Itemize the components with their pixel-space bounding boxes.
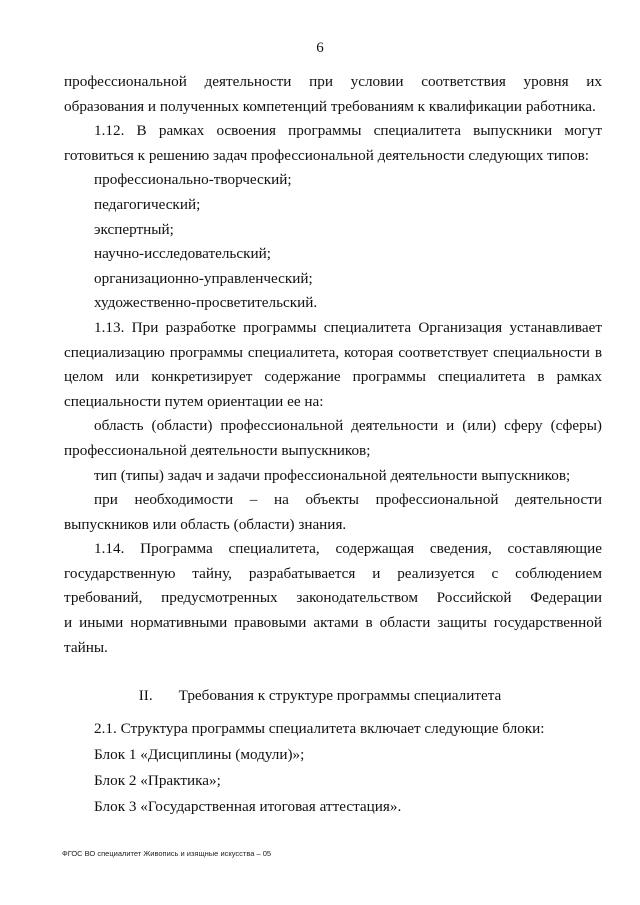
orientation-item-line: профессиональной деятельности выпускников;: [64, 441, 371, 459]
activity-type-item: экспертный;: [94, 220, 174, 238]
clause-1-14-line: требований, предусмотренных законодательством Российской Федерации: [64, 589, 602, 607]
block-item: Блок 3 «Государственная итоговая аттестация».: [94, 797, 402, 815]
paragraph-line: образования и полученных компетенций требованиям к квалификации работника.: [64, 97, 596, 115]
clause-1-12-line: 1.12. В рамках освоения программы специалитета выпускники могут: [94, 122, 602, 140]
clause-1-12-line: готовиться к решению задач профессиональной деятельности следующих типов:: [64, 146, 590, 164]
activity-type-item: художественно-просветительский.: [94, 294, 318, 312]
clause-1-14-line: и иными нормативными правовыми актами в области защиты государственной: [64, 614, 602, 632]
page-number: 6: [316, 40, 324, 56]
document-body: [64, 70, 602, 660]
clause-1-13-line: специальности путем ориентации ее на:: [64, 392, 324, 410]
block-item: Блок 2 «Практика»;: [94, 771, 221, 789]
clause-1-14-line: 1.14. Программа специалитета, содержащая сведения, составляющие: [94, 540, 602, 558]
section-number: II.: [138, 687, 153, 704]
activity-type-item: научно-исследовательский;: [94, 245, 271, 263]
clause-1-13-line: 1.13. При разработке программы специалитета Организация устанавливает: [94, 318, 602, 336]
paragraph-line: профессиональной деятельности при условии соответствия уровня их: [64, 73, 602, 90]
activity-type-item: профессионально-творческий;: [94, 171, 292, 189]
page-footer: ФГОС ВО специалитет Живопись и изящные искусства – 05: [62, 849, 272, 858]
section-title: Требования к структуре программы специалитета: [178, 687, 502, 704]
clause-1-13-line: целом или конкретизирует содержание программы специалитета в рамках: [64, 368, 602, 386]
activity-type-item: педагогический;: [94, 195, 201, 213]
section-heading: [0, 686, 640, 706]
orientation-item-line: область (области) профессиональной деятельности и (или) сферу (сферы): [94, 417, 602, 435]
clause-1-13-line: специализацию программы специалитета, которая соответствует специальности в: [64, 343, 602, 361]
clause-1-14-line: тайны.: [64, 638, 108, 656]
clause-1-14-line: государственную тайну, разрабатывается и реализуется с соблюдением: [64, 564, 602, 582]
clause-2-1: 2.1. Структура программы специалитета включает следующие блоки:: [94, 720, 545, 737]
orientation-item-line: тип (типы) задач и задачи профессиональной деятельности выпускников;: [94, 466, 571, 484]
section-2-body: [64, 717, 602, 820]
activity-type-item: организационно-управленческий;: [94, 269, 313, 287]
block-item: Блок 1 «Дисциплины (модули)»;: [94, 745, 305, 763]
orientation-item-line: выпускников или область (области) знания.: [64, 515, 347, 533]
orientation-item-line: при необходимости – на объекты профессиональной деятельности: [94, 491, 602, 509]
